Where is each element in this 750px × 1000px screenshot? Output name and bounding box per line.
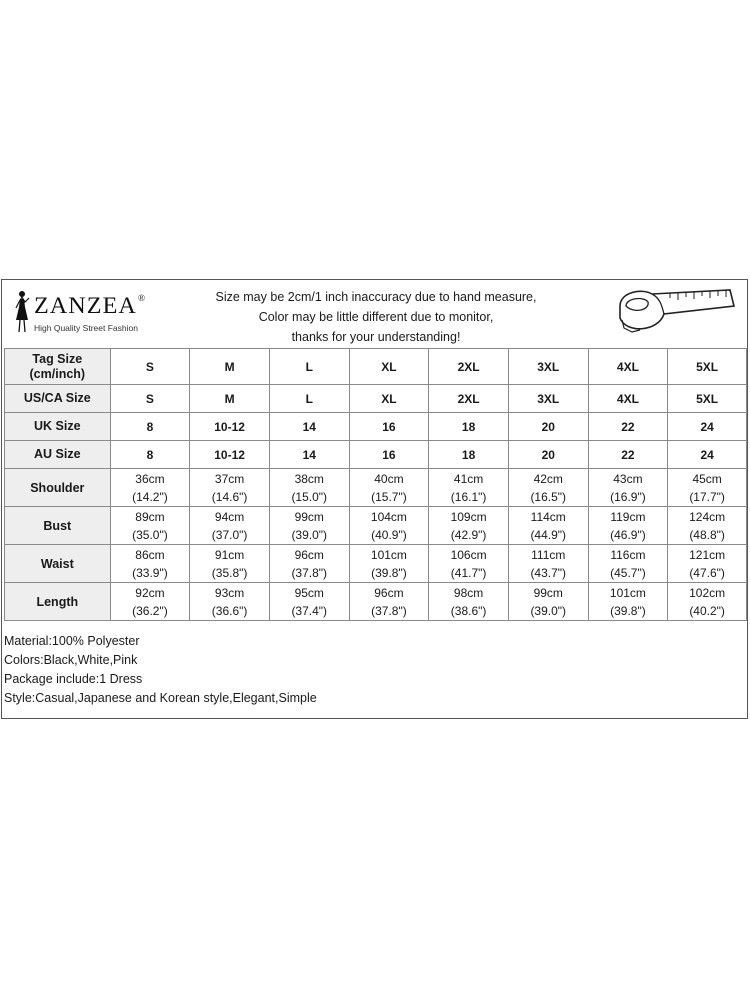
inch-value: (48.8") — [689, 527, 725, 542]
size-cell: L — [269, 349, 349, 385]
inch-value: (44.9") — [530, 527, 567, 542]
cm-value: 109cm — [450, 509, 487, 524]
cm-value: 119cm — [610, 509, 646, 524]
inch-value: (47.6") — [689, 565, 725, 580]
uk-size-row — [5, 413, 747, 441]
product-details — [4, 632, 317, 708]
size-cell: L — [269, 385, 349, 413]
notice-line: thanks for your understanding! — [291, 330, 461, 344]
cm-value: 96cm — [374, 585, 404, 600]
measure-cell — [508, 583, 588, 621]
inch-value: (40.2") — [689, 603, 725, 618]
brand-name: ZANZEA® — [34, 293, 147, 318]
brand-tagline: High Quality Street Fashion — [34, 323, 138, 333]
package-text: Package include:1 Dress — [4, 672, 143, 686]
length-row — [5, 583, 747, 621]
cm-value: 96cm — [294, 547, 324, 562]
notice-line: Color may be little different due to monitor, — [258, 310, 494, 324]
size-cell: 22 — [588, 441, 668, 469]
size-cell: 16 — [349, 413, 429, 441]
size-cell: XL — [349, 385, 429, 413]
inch-value: (40.9") — [371, 527, 407, 542]
inch-value: (14.2") — [132, 489, 168, 504]
measure-cell — [349, 545, 429, 583]
size-cell: XL — [349, 349, 429, 385]
measure-cell — [429, 469, 509, 507]
cm-value: 101cm — [609, 585, 646, 600]
measure-cell — [508, 469, 588, 507]
inch-value: (46.9") — [610, 527, 646, 542]
cm-value: 111cm — [531, 547, 566, 562]
au-size-row — [5, 441, 747, 469]
measure-cell — [349, 507, 429, 545]
cm-value: 104cm — [370, 509, 407, 524]
measure-cell — [110, 583, 190, 621]
measure-cell — [588, 507, 668, 545]
size-cell: 18 — [429, 413, 509, 441]
inch-value: (14.6") — [211, 489, 248, 504]
cm-value: 94cm — [214, 509, 245, 524]
measure-cell — [668, 507, 747, 545]
measure-cell — [269, 469, 349, 507]
size-table — [4, 348, 747, 621]
size-cell: 2XL — [429, 349, 509, 385]
size-cell: 22 — [588, 413, 668, 441]
measure-cell — [269, 545, 349, 583]
cm-value: 43cm — [613, 471, 643, 486]
cm-value: 116cm — [610, 547, 646, 562]
measure-cell — [190, 469, 270, 507]
measure-cell — [588, 583, 668, 621]
us-ca-size-row — [5, 385, 747, 413]
size-cell: 18 — [429, 441, 509, 469]
cm-value: 121cm — [689, 547, 726, 562]
inch-value: (42.9") — [450, 527, 487, 542]
inch-value: (37.8") — [371, 603, 407, 618]
inch-value: (33.9") — [132, 565, 168, 580]
cm-value: 42cm — [533, 471, 563, 486]
cm-value: 114cm — [530, 509, 566, 524]
inch-value: (39.8") — [371, 565, 407, 580]
measure-cell — [190, 583, 270, 621]
inch-value: (39.8") — [610, 603, 646, 618]
size-cell: 24 — [668, 413, 747, 441]
size-cell: 8 — [110, 441, 190, 469]
cm-value: 101cm — [370, 547, 407, 562]
cm-value: 99cm — [294, 509, 324, 524]
cm-value: 93cm — [214, 585, 245, 600]
cm-value: 91cm — [214, 547, 245, 562]
inch-value: (35.0") — [132, 527, 168, 542]
colors-text: Colors:Black,White,Pink — [4, 653, 138, 667]
measure-cell — [349, 469, 429, 507]
size-cell: 4XL — [588, 349, 668, 385]
size-chart-card — [1, 279, 748, 719]
material-text: Material:100% Polyester — [4, 634, 140, 648]
brand-logo — [8, 288, 158, 342]
cm-value: 124cm — [689, 509, 726, 524]
row-label: Shoulder — [5, 469, 111, 507]
size-cell: S — [110, 385, 190, 413]
row-label: UK Size — [5, 413, 111, 441]
row-label: Tag Size (cm/inch) — [5, 349, 111, 385]
row-label: Bust — [5, 507, 111, 545]
size-cell: 24 — [668, 441, 747, 469]
inch-value: (17.7") — [689, 489, 725, 504]
size-cell: 2XL — [429, 385, 509, 413]
cm-value: 40cm — [374, 471, 404, 486]
measure-cell — [110, 545, 190, 583]
cm-value: 37cm — [214, 471, 245, 486]
cm-value: 95cm — [294, 585, 324, 600]
cm-value: 38cm — [294, 471, 324, 486]
measure-cell — [429, 583, 509, 621]
cm-value: 41cm — [453, 471, 484, 486]
size-cell: 14 — [269, 413, 349, 441]
size-cell: M — [190, 349, 270, 385]
cm-value: 45cm — [692, 471, 722, 486]
measure-cell — [190, 545, 270, 583]
fashion-model-icon — [10, 290, 34, 334]
measure-cell — [588, 545, 668, 583]
style-text: Style:Casual,Japanese and Korean style,Elegant,Simple — [4, 691, 317, 705]
size-cell: 3XL — [508, 385, 588, 413]
measure-cell — [190, 507, 270, 545]
inch-value: (36.2") — [132, 603, 168, 618]
cm-value: 99cm — [533, 585, 563, 600]
measure-cell — [269, 583, 349, 621]
size-cell: S — [110, 349, 190, 385]
measure-cell — [349, 583, 429, 621]
inch-value: (15.7") — [371, 489, 407, 504]
measure-cell — [269, 507, 349, 545]
inch-value: (43.7") — [530, 565, 567, 580]
cm-value: 36cm — [135, 471, 165, 486]
inch-value: (35.8") — [211, 565, 248, 580]
inch-value: (37.4") — [291, 603, 328, 618]
inch-value: (39.0") — [530, 603, 567, 618]
size-cell: 10-12 — [190, 413, 270, 441]
inch-value: (16.5") — [530, 489, 567, 504]
size-cell: 5XL — [668, 385, 747, 413]
inch-value: (38.6") — [450, 603, 487, 618]
cm-value: 89cm — [135, 509, 165, 524]
size-cell: 14 — [269, 441, 349, 469]
size-cell: 4XL — [588, 385, 668, 413]
inch-value: (39.0") — [291, 527, 328, 542]
measure-cell — [110, 507, 190, 545]
measurement-notice — [162, 287, 590, 347]
measure-cell — [588, 469, 668, 507]
inch-value: (36.6") — [211, 603, 248, 618]
size-chart-header — [2, 280, 747, 348]
waist-row — [5, 545, 747, 583]
cm-value: 92cm — [135, 585, 165, 600]
size-cell: 20 — [508, 441, 588, 469]
inch-value: (37.0") — [211, 527, 248, 542]
measure-cell — [668, 583, 747, 621]
size-cell: M — [190, 385, 270, 413]
cm-value: 98cm — [453, 585, 484, 600]
row-label: Length — [5, 583, 111, 621]
measure-cell — [668, 469, 747, 507]
measure-cell — [429, 507, 509, 545]
inch-value: (45.7") — [610, 565, 646, 580]
size-cell: 10-12 — [190, 441, 270, 469]
shoulder-row — [5, 469, 747, 507]
tag-size-row — [5, 349, 747, 385]
size-cell: 5XL — [668, 349, 747, 385]
size-cell: 8 — [110, 413, 190, 441]
inch-value: (15.0") — [291, 489, 328, 504]
measure-cell — [508, 507, 588, 545]
measure-cell — [429, 545, 509, 583]
cm-value: 102cm — [689, 585, 726, 600]
row-label: US/CA Size — [5, 385, 111, 413]
measure-cell — [508, 545, 588, 583]
inch-value: (37.8") — [291, 565, 328, 580]
size-cell: 3XL — [508, 349, 588, 385]
notice-line: Size may be 2cm/1 inch inaccuracy due to hand measure, — [215, 290, 537, 304]
size-cell: 20 — [508, 413, 588, 441]
inch-value: (16.9") — [610, 489, 646, 504]
measure-cell — [668, 545, 747, 583]
inch-value: (41.7") — [450, 565, 487, 580]
inch-value: (16.1") — [450, 489, 487, 504]
cm-value: 86cm — [135, 547, 165, 562]
row-label: Waist — [5, 545, 111, 583]
size-cell: 16 — [349, 441, 429, 469]
cm-value: 106cm — [450, 547, 487, 562]
measure-cell — [110, 469, 190, 507]
measuring-tape-icon — [612, 284, 738, 342]
row-label: AU Size — [5, 441, 111, 469]
bust-row — [5, 507, 747, 545]
